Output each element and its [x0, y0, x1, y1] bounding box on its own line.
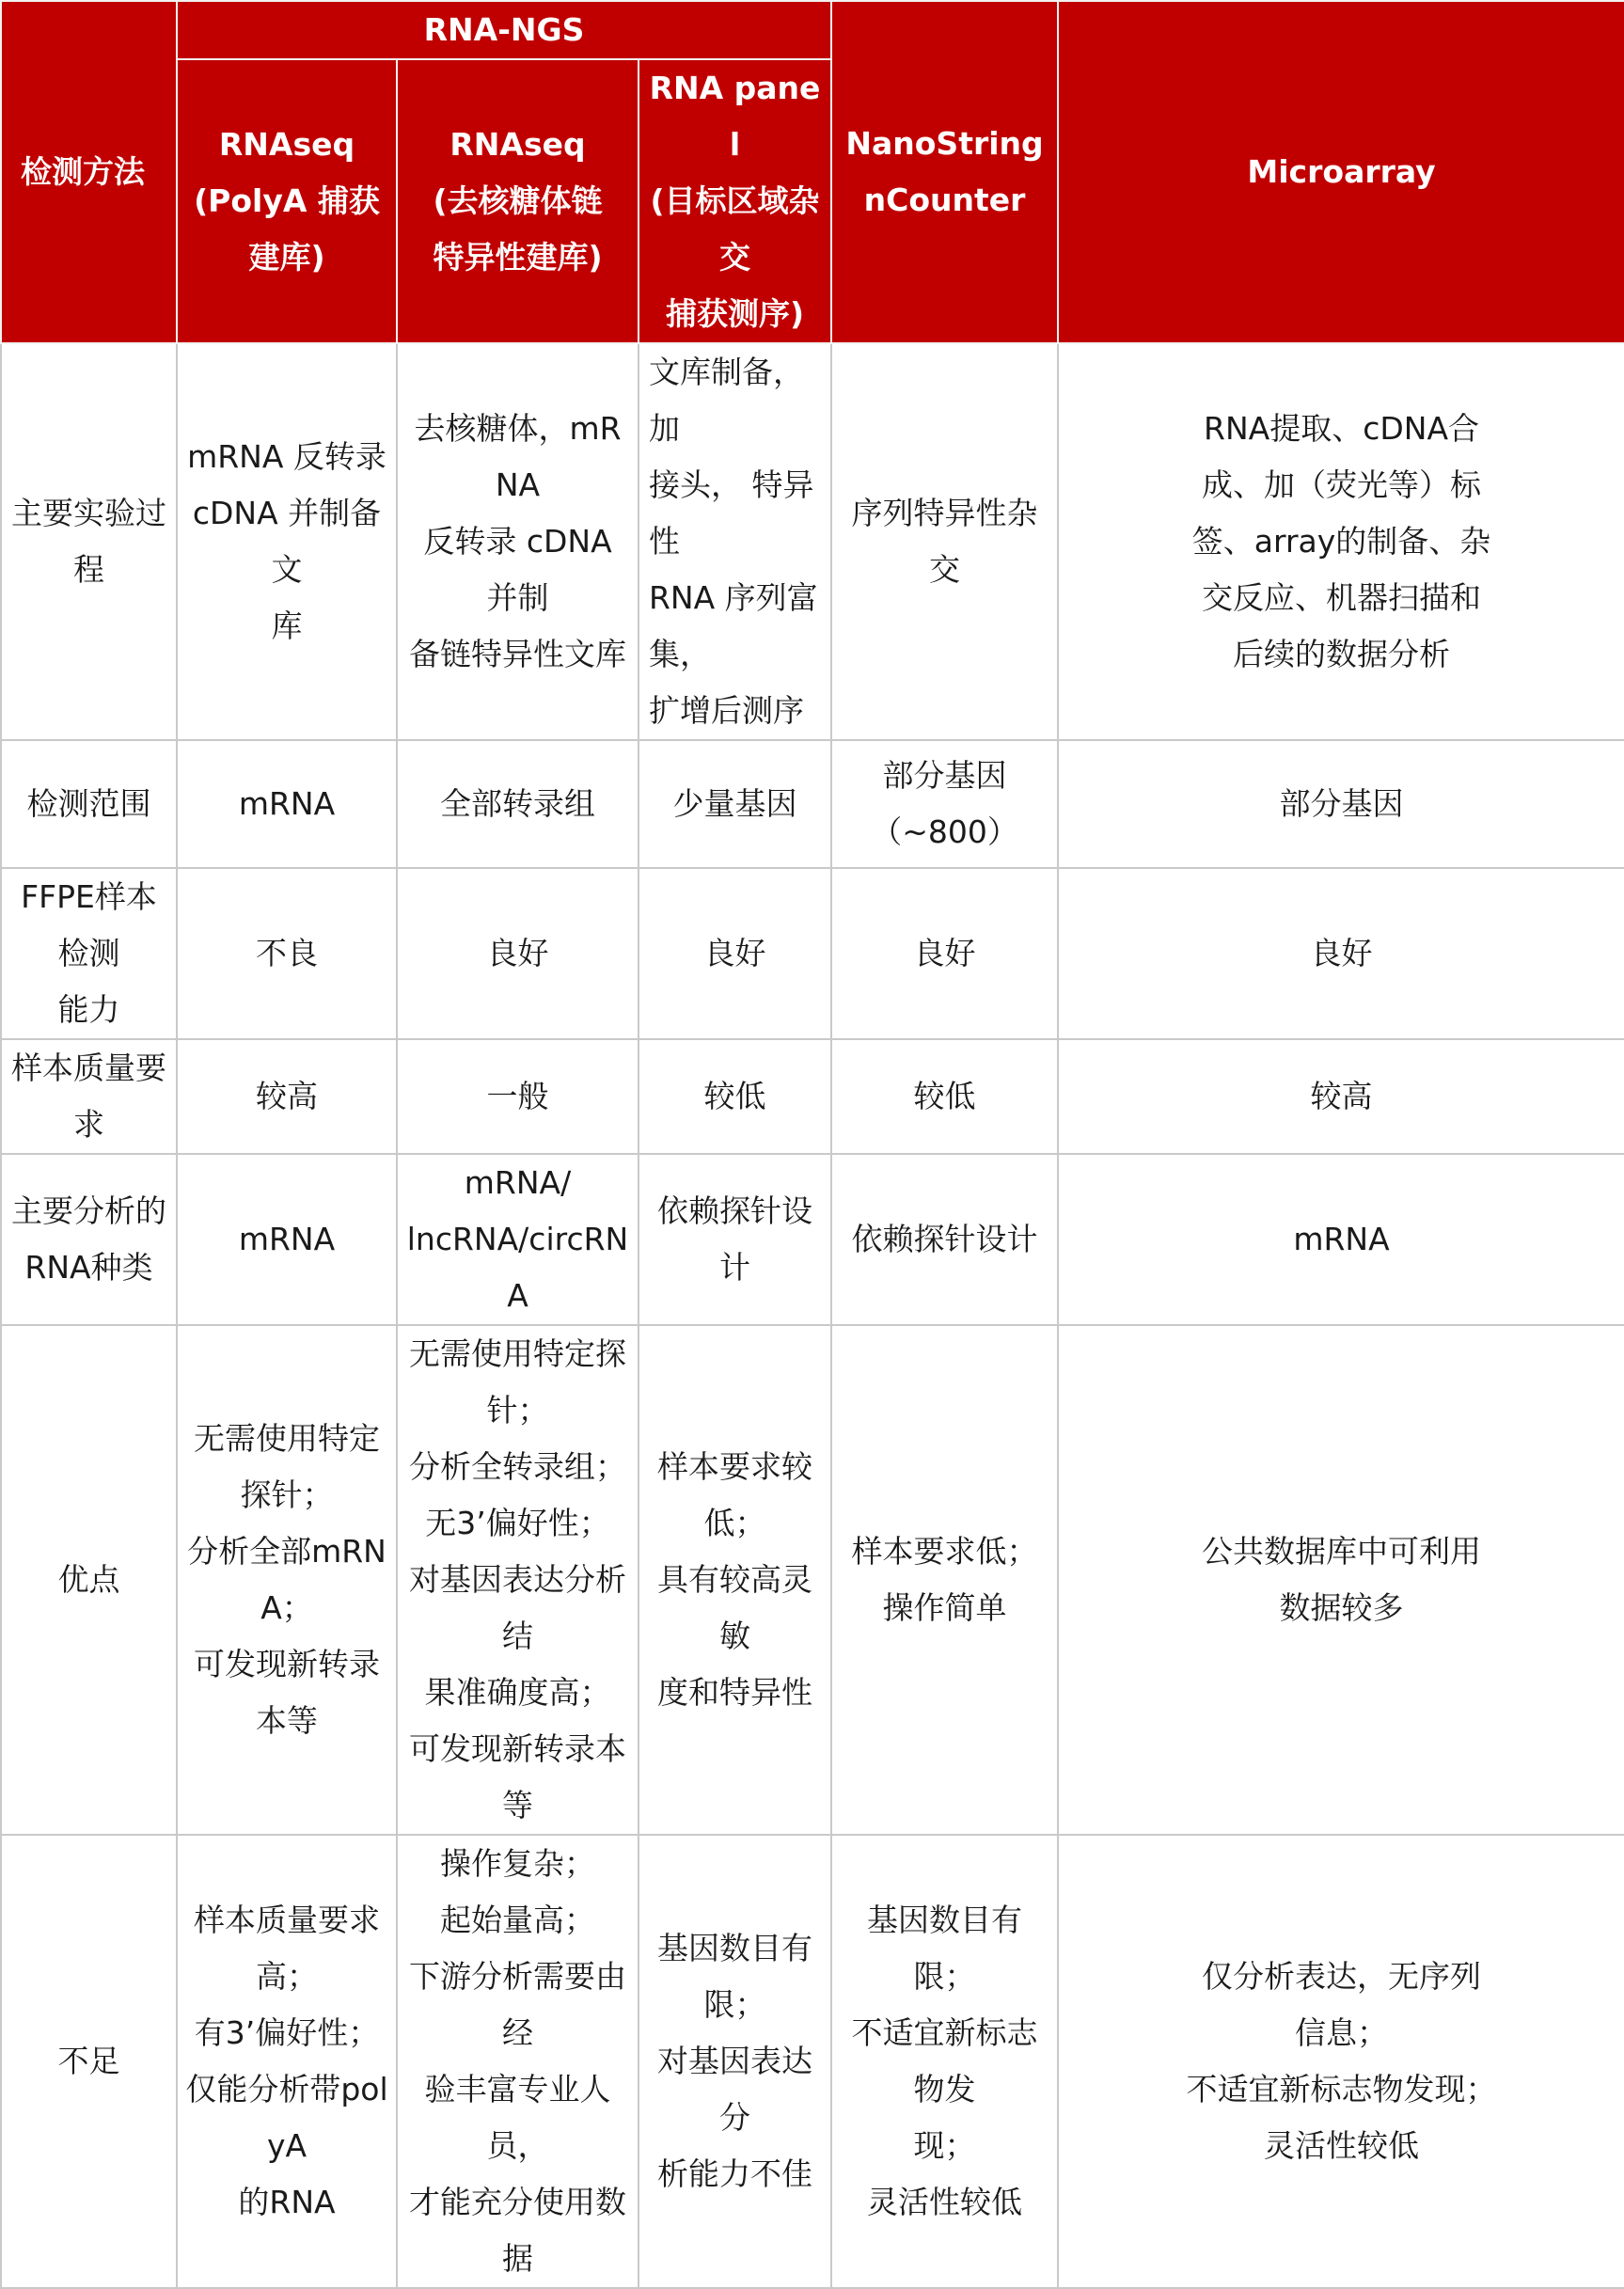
table-row — [1, 1154, 1624, 1325]
table-cell — [639, 343, 831, 740]
cell-line: 对基因表达分析结 — [409, 1561, 626, 1654]
table-row — [1, 343, 1624, 740]
table-cell — [831, 868, 1058, 1039]
table-cell — [1058, 740, 1624, 868]
table-cell — [177, 740, 397, 868]
table-cell — [639, 1835, 831, 2288]
cell-line: 不适宜新标志物发现； — [1186, 2071, 1497, 2107]
cell-line: 仅能分析带polyA — [185, 2071, 388, 2164]
cell-line: 现； — [913, 2127, 976, 2164]
cell-line: 较低 — [913, 1078, 976, 1114]
cell-line: 部分基因 — [1279, 785, 1404, 822]
table-cell — [397, 1039, 639, 1154]
cell-line: FFPE样本检测 — [21, 878, 157, 971]
cell-line: RNA提取、cDNA合 — [1204, 410, 1480, 447]
header-col-line: (目标区域杂交 — [650, 182, 820, 276]
cell-line: 的RNA — [238, 2184, 336, 2220]
header-col-line: RNAseq — [449, 126, 586, 163]
table-cell — [397, 1835, 639, 2288]
table-cell — [1058, 868, 1624, 1039]
table-cell — [177, 343, 397, 740]
table-cell — [177, 1325, 397, 1835]
cell-line: 成、加（荧光等）标 — [1202, 466, 1482, 503]
header-col-line: 捕获测序) — [665, 295, 805, 332]
table-cell — [177, 868, 397, 1039]
cell-line: 信息； — [1295, 2014, 1389, 2051]
cell-line: 良好 — [486, 935, 549, 971]
table-cell — [1058, 343, 1624, 740]
cell-line: 检测范围 — [26, 785, 151, 822]
table-cell — [177, 1835, 397, 2288]
cell-line: 去核糖体，mRNA — [414, 410, 622, 503]
cell-line: 不适宜新标志物发 — [851, 2014, 1038, 2107]
row-label — [1, 1039, 177, 1154]
cell-line: 仅分析表达，无序列 — [1202, 1958, 1482, 1995]
cell-line: mRNA — [1293, 1221, 1390, 1257]
table-row — [1, 868, 1624, 1039]
cell-line: 后续的数据分析 — [1233, 636, 1451, 672]
cell-line: 灵活性较低 — [867, 2184, 1023, 2220]
cell-line: 反转录 cDNA 并制 — [423, 523, 612, 616]
table-cell — [831, 1039, 1058, 1154]
cell-line: 果准确度高； — [424, 1674, 611, 1711]
table-cell — [1058, 1325, 1624, 1835]
cell-line: 可发现新转录本等 — [194, 1646, 380, 1739]
table-row — [1, 1039, 1624, 1154]
header-col-line: (PolyA 捕获建库) — [194, 182, 380, 276]
table-row — [1, 1325, 1624, 1835]
cell-line: 样本要求较低； — [657, 1448, 813, 1541]
table-cell — [397, 1325, 639, 1835]
cell-line: 良好 — [703, 935, 766, 971]
header-col-line: (去核糖体链 — [433, 182, 603, 219]
header-rna-ngs-group — [177, 1, 831, 59]
cell-line: 文库制备， 加 — [649, 354, 804, 447]
table-cell — [639, 1325, 831, 1835]
cell-line: mRNA/ — [464, 1164, 572, 1201]
header-method — [1, 1, 177, 343]
table-cell — [639, 740, 831, 868]
table-cell — [639, 1154, 831, 1325]
cell-line: 不足 — [57, 2043, 120, 2079]
cell-line: 主要分析的 — [11, 1192, 166, 1229]
table-cell — [831, 1835, 1058, 2288]
cell-line: 扩增后测序 — [649, 692, 804, 729]
header-col-line: nCounter — [863, 182, 1026, 218]
cell-line: 基因数目有限； — [867, 1902, 1023, 1995]
cell-line: 操作简单 — [882, 1589, 1007, 1626]
cell-line: 较高 — [256, 1078, 318, 1114]
cell-line: 起始量高； — [440, 1902, 595, 1938]
header-col-line: NanoString — [845, 125, 1044, 162]
cell-line: 灵活性较低 — [1264, 2127, 1420, 2164]
cell-line: mRNA — [238, 785, 336, 822]
cell-line: 库 — [271, 608, 303, 644]
cell-line: 较低 — [703, 1078, 766, 1114]
cell-line: RNA 序列富集， — [649, 579, 818, 672]
cell-line: 主要实验过程 — [11, 495, 166, 588]
cell-line: 具有较高灵敏 — [657, 1561, 813, 1654]
cell-line: 析能力不佳 — [657, 2155, 813, 2192]
cell-line: 无需使用特定探针； — [409, 1335, 626, 1429]
cell-line: 一般 — [486, 1078, 549, 1114]
cell-line: 下游分析需要由经 — [409, 1958, 626, 2051]
row-label — [1, 868, 177, 1039]
cell-line: 部分基因 — [882, 757, 1007, 794]
table-cell — [397, 868, 639, 1039]
cell-line: 少量基因 — [672, 785, 797, 822]
table-cell — [177, 1039, 397, 1154]
cell-line: 无需使用特定探针； — [194, 1420, 380, 1513]
row-label — [1, 740, 177, 868]
table-cell — [397, 1154, 639, 1325]
table-cell — [831, 740, 1058, 868]
cell-line: 样本要求低； — [851, 1533, 1038, 1570]
cell-line: 依赖探针设计 — [851, 1221, 1038, 1257]
cell-line: 依赖探针设计 — [657, 1192, 813, 1286]
cell-line: 交反应、机器扫描和 — [1202, 579, 1482, 616]
header-col-line: 特异性建库) — [433, 239, 603, 276]
header-col-line: RNAseq — [218, 126, 355, 163]
cell-line: 公共数据库中可利用 — [1202, 1533, 1482, 1570]
cell-line: 才能充分使用数据 — [409, 2184, 626, 2277]
cell-line: 优点 — [57, 1561, 120, 1598]
table-cell — [831, 1154, 1058, 1325]
cell-line: 备链特异性文库 — [409, 636, 626, 672]
table-cell — [177, 1154, 397, 1325]
cell-line: mRNA — [238, 1221, 336, 1257]
cell-line: mRNA 反转录 — [187, 438, 386, 475]
cell-line: 对基因表达分 — [657, 2043, 813, 2136]
cell-line: 接头， 特异性 — [649, 466, 814, 560]
cell-line: 序列特异性杂交 — [851, 495, 1038, 588]
table-cell — [1058, 1154, 1624, 1325]
table-row — [1, 1835, 1624, 2288]
cell-line: 样本质量要求高； — [194, 1902, 380, 1995]
table-row — [1, 740, 1624, 868]
header-method-label: 检测方法 — [21, 153, 145, 190]
table-cell — [397, 343, 639, 740]
table-cell — [1058, 1039, 1624, 1154]
cell-line: 不良 — [256, 935, 318, 971]
cell-line: 无3’偏好性； — [425, 1505, 610, 1541]
cell-line: RNA种类 — [24, 1249, 153, 1286]
header-group-label: RNA-NGS — [423, 11, 585, 48]
cell-line: 基因数目有限； — [657, 1930, 813, 2023]
cell-line: 操作复杂； — [440, 1845, 595, 1882]
cell-line: 较高 — [1310, 1078, 1373, 1114]
header-col-line: RNA panel — [649, 70, 821, 163]
cell-line: 验丰富专业人员， — [424, 2071, 611, 2164]
header-col-rnaseq-ribo — [397, 59, 639, 343]
header-col-rna-panel — [639, 59, 831, 343]
row-label — [1, 343, 177, 740]
header-col-microarray — [1058, 1, 1624, 343]
table-cell — [831, 343, 1058, 740]
table-cell — [1058, 1835, 1624, 2288]
cell-line: cDNA 并制备文 — [192, 495, 382, 588]
header-col-line: Microarray — [1247, 153, 1436, 190]
table-cell — [397, 740, 639, 868]
header-col-nanostring — [831, 1, 1058, 343]
header-col-rnaseq-polya — [177, 59, 397, 343]
cell-line: 度和特异性 — [657, 1674, 813, 1711]
cell-line: 签、array的制备、杂 — [1191, 523, 1491, 560]
cell-line: 能力 — [57, 991, 120, 1028]
cell-line: 样本质量要求 — [11, 1050, 166, 1143]
cell-line: 良好 — [1310, 935, 1373, 971]
table-cell — [831, 1325, 1058, 1835]
row-label — [1, 1154, 177, 1325]
cell-line: 可发现新转录本等 — [409, 1730, 626, 1823]
table-cell — [639, 1039, 831, 1154]
cell-line: 良好 — [913, 935, 976, 971]
row-label — [1, 1325, 177, 1835]
cell-line: 分析全转录组； — [409, 1448, 626, 1485]
cell-line: lncRNA/circRNA — [406, 1221, 629, 1314]
cell-line: 分析全部mRNA； — [187, 1533, 386, 1626]
cell-line: 全部转录组 — [440, 785, 595, 822]
cell-line: 数据较多 — [1279, 1589, 1404, 1626]
cell-line: 有3’偏好性； — [194, 2014, 380, 2051]
row-label — [1, 1835, 177, 2288]
table-cell — [639, 868, 831, 1039]
cell-line: （~800） — [871, 813, 1018, 850]
